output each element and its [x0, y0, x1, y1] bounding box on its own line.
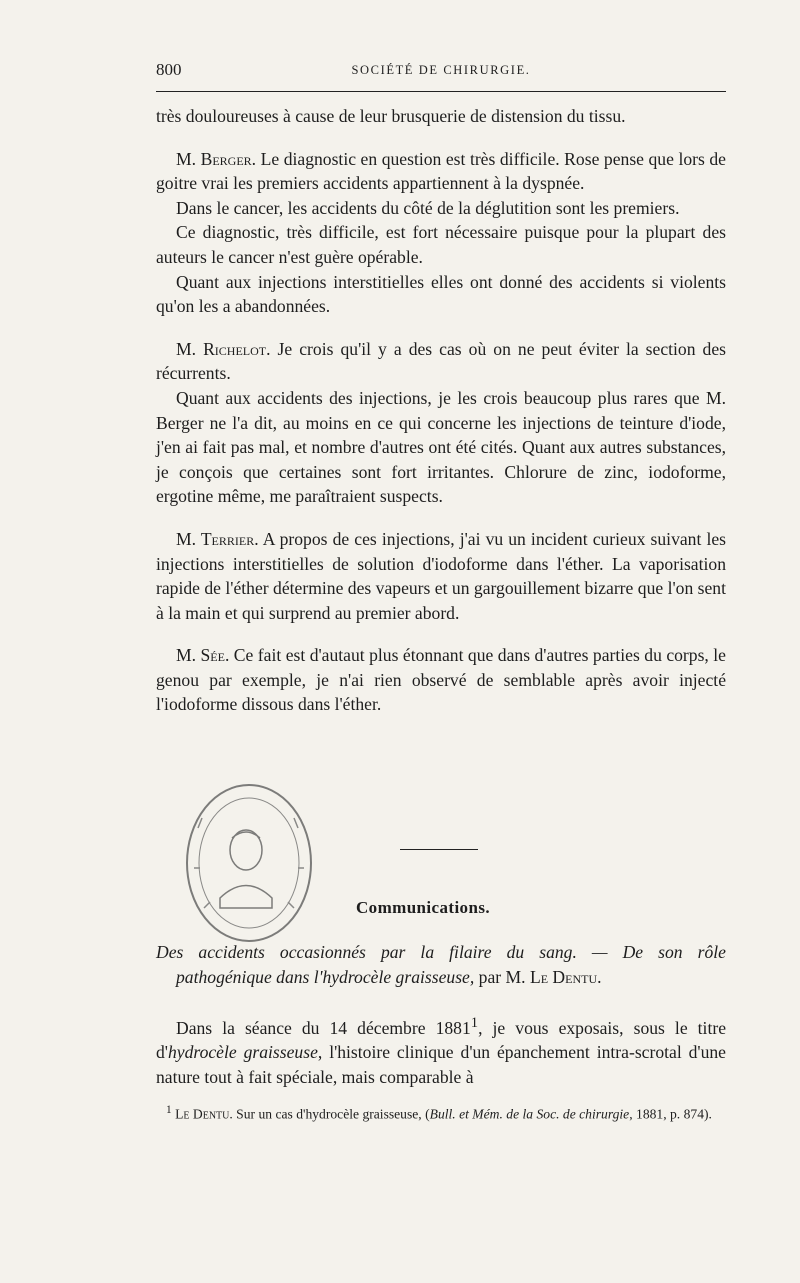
paragraph-text: , je vous exposais, sous le titre d': [156, 1017, 727, 1063]
footnote-italic: Bull. et Mém. de la Soc. de chirurgie: [429, 1106, 630, 1122]
paragraph-richelot: [156, 337, 726, 386]
paragraph: Dans le cancer, les accidents du côté de la déglutition sont les premiers.: [176, 197, 680, 218]
footnote-ref: 1: [470, 1015, 479, 1031]
paragraph-terrier: [156, 527, 726, 625]
header-rule: [156, 91, 726, 92]
speaker-name: M. Terrier.: [176, 528, 259, 549]
section-divider: [400, 849, 478, 850]
paragraph-text: Je crois qu'il y a des cas où on ne peut éviter la section des récurrents.: [156, 338, 726, 384]
title-italic: Des accidents occasionnés par la filaire du sang. — De son rôle: [156, 942, 726, 962]
communication-title: [156, 940, 726, 989]
speaker-name: M. Richelot.: [176, 338, 271, 359]
speaker-name: M. Berger.: [176, 148, 257, 169]
section-heading: Communications.: [356, 898, 490, 917]
paragraph: Quant aux injections interstitielles elles ont donné des accidents si violents qu'on les a abandonnées.: [156, 271, 726, 317]
paragraph-text: Ce fait est d'autaut plus étonnant que dans d'autres parties du corps, le genou par exemple, je n'ai rien observé de semblable après avoir injecté l'iodoforme dissous dans l'éther.: [156, 645, 726, 715]
paragraph-text: Le diagnostic en question est très difficile. Rose pense que lors de goitre vrai les premiers accidents appartiennent à la dyspnée.: [156, 148, 726, 194]
author-name: Le Dentu: [529, 966, 598, 987]
paragraph-berger: [156, 147, 726, 196]
footnote-author: Le Dentu: [175, 1106, 230, 1122]
page-number: 800: [156, 60, 182, 79]
paragraph-text: , l'histoire clinique d'un épanchement intra-scrotal d'une nature tout à fait spéciale, mais comparable à: [156, 1042, 726, 1088]
paragraph-continuation: très douloureuses à cause de leur brusquerie de distension du tissu.: [156, 106, 626, 126]
footnote-text: . Sur un cas d'hydrocèle graisseuse, (: [229, 1106, 430, 1122]
footnote-marker: 1: [166, 1104, 172, 1116]
footnote-text: , 1881, p. 874).: [629, 1106, 712, 1122]
title-italic: pathogénique dans l'hydrocèle graisseuse,: [176, 966, 475, 987]
body-text: [156, 104, 726, 717]
communication-body: [156, 1011, 726, 1090]
paragraph-text: Dans la séance du 14 décembre 1881: [176, 1017, 471, 1038]
paragraph: [156, 1011, 726, 1090]
title-text: .: [597, 966, 602, 987]
footnote: [156, 1101, 726, 1124]
paragraph-text: A propos de ces injections, j'ai vu un incident curieux suivant les injections interstitielles de solution d'iodoforme dans l'éther. La vaporisation rapide de l'éther détermine des vapeurs et un gargouillement bizarre que l'on sent à la main et qui surprend au premier abord.: [156, 528, 727, 623]
paragraph: Quant aux accidents des injections, je les crois beaucoup plus rares que M. Berger ne l'a dit, au moins en ce qui concerne les injections de teinture d'iode, j'en ai fait pas mal, et nombre d'autres ont été cités. Quant aux autres substances, je conçois que certaines sont fort irritantes. Chlorure de zinc, iodoforme, ergotine même, me paraîtraient suspects.: [156, 387, 726, 507]
paragraph-see: [156, 643, 726, 717]
library-stamp-icon: [180, 778, 318, 948]
paragraph: Ce diagnostic, très difficile, est fort nécessaire puisque pour la plupart des auteurs le cancer n'est guère opérable.: [156, 222, 726, 267]
title-text: par M.: [474, 966, 530, 987]
page-header: [156, 58, 726, 86]
paragraph-italic: hydrocèle graisseuse: [167, 1042, 318, 1063]
running-title: SOCIÉTÉ DE CHIRURGIE.: [351, 63, 531, 77]
speaker-name: M. Sée.: [176, 645, 230, 666]
